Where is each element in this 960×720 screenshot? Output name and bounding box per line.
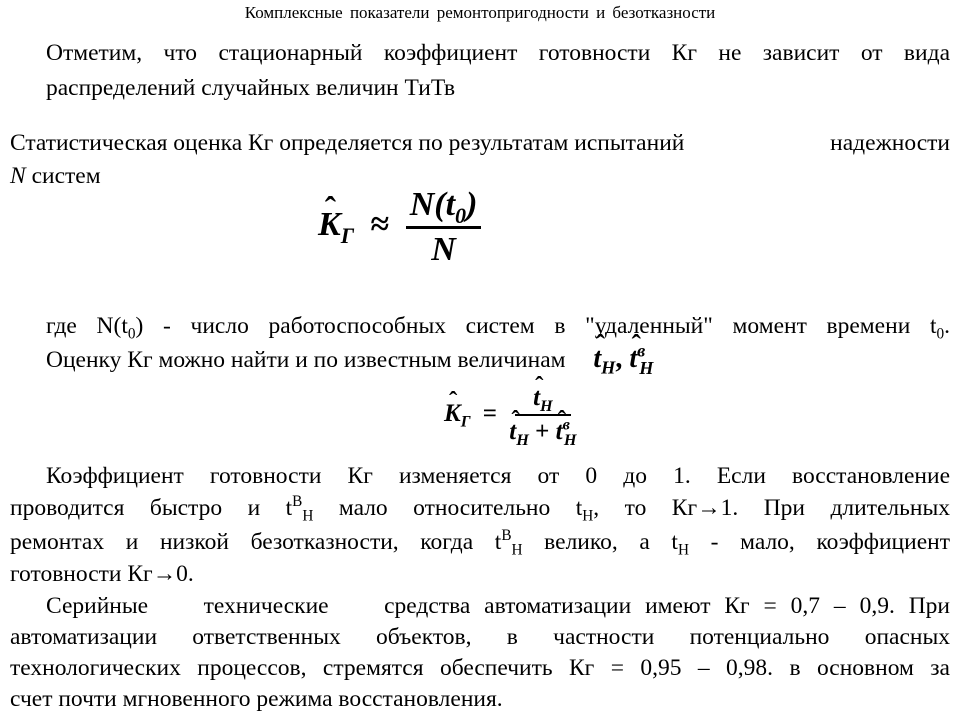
formula2-denominator: ˆ $t_H$ + ˆ $t^в_H$ xyxy=(509,416,576,446)
serial-line-4: счет почти мгновенного режима восстановления. xyxy=(10,686,503,712)
formula2-lhs: ˆ K xyxy=(444,400,461,428)
serial-line-3: технологических процессов, стремятся обеспечить Кг = 0,95 – 0,98. в основном за xyxy=(10,655,950,681)
formula-kg-ratio: ˆ $K_Г$ = ˆ $t_H$ ˆ $t_H$ + ˆ $t^в_H$ xyxy=(444,384,576,446)
serial-line-1: Серийные технические средства автоматизации имеют Кг = 0,7 – 0,9. При xyxy=(46,593,950,619)
formula-variables: ˆ $t_H$, ˆ $t^в_H$ xyxy=(593,343,653,374)
statistical-text-end: надежности xyxy=(830,130,950,156)
formula-numerator: $N(t_0)$ xyxy=(406,186,482,229)
statistical-line-1 xyxy=(10,130,950,157)
variable-n: N xyxy=(10,163,26,189)
serial-line-2: автоматизации ответственных объектов, в частности потенциально опасных xyxy=(10,624,950,650)
formula2-numerator: ˆ $t_H$ xyxy=(515,384,571,416)
range-line-2: проводится быстро и $t^В_Н$ мало относительно $t_Н$, то Кг→1. При длительных xyxy=(10,493,950,525)
formula-denominator: N xyxy=(431,231,456,268)
where-line-2: Оценку Кг можно найти и по известным величинам ˆ $t_H$, ˆ $t^в_H$ xyxy=(46,343,653,375)
formula-kg-estimate xyxy=(318,186,481,269)
intro-line-2: распределений случайных величин ТиТв xyxy=(46,75,456,101)
formula-lhs-sub: Г xyxy=(340,223,355,249)
formula-operator: ≈ xyxy=(370,206,390,244)
statistical-text: Статистическая оценка Кг определяется по результатам испытаний xyxy=(10,130,685,156)
range-line-3: ремонтах и низкой безотказности, когда $t^В_Н$ велико, а $t_Н$ - мало, коэффициент xyxy=(10,527,950,559)
formula-fraction xyxy=(406,186,482,269)
intro-line-1: Отметим, что стационарный коэффициент готовности Кг не зависит от вида xyxy=(46,40,950,66)
range-line-4: готовности Кг→0. xyxy=(10,561,194,587)
formula2-operator: = xyxy=(482,399,498,427)
statistical-line-2 xyxy=(10,163,101,190)
statistical-text-2: систем xyxy=(25,163,101,189)
page-header-title: Комплексные показатели ремонтопригодности и безотказности xyxy=(244,3,716,22)
where-line-1: где $N(t_0)$ - число работоспособных систем в "удаленный" момент времени $t_0$. xyxy=(46,313,950,343)
formula-lhs: ˆ K xyxy=(318,206,341,244)
range-line-1: Коэффициент готовности Кг изменяется от 0 до 1. Если восстановление xyxy=(46,463,950,489)
